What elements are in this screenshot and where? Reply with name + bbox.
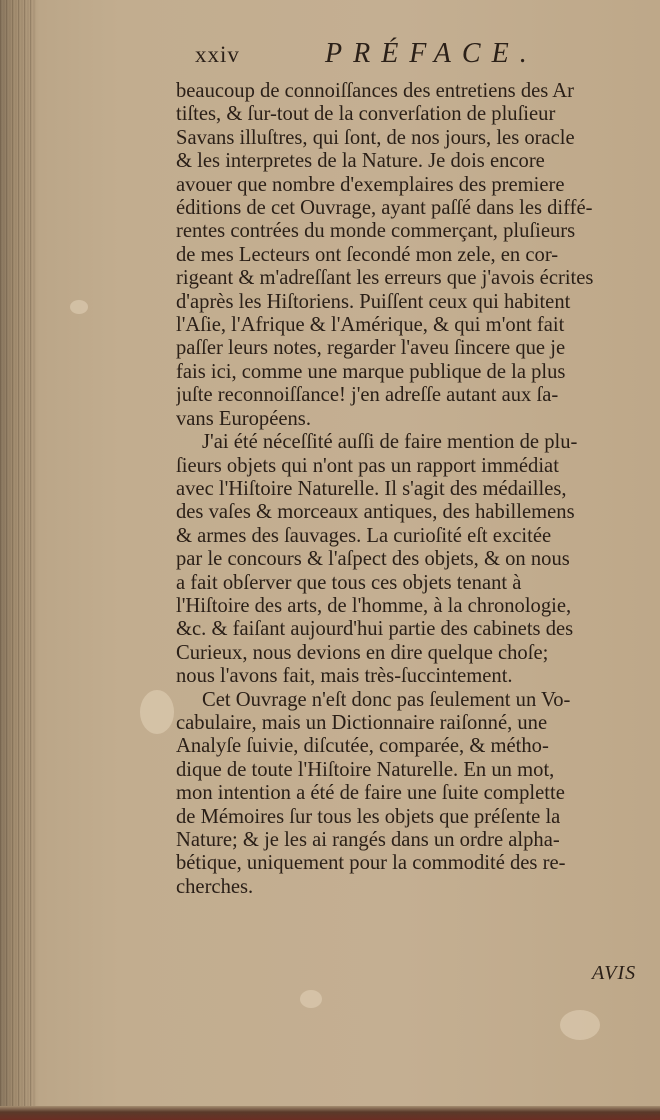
foxing-spot bbox=[70, 300, 88, 314]
text-line: d'après les Hiſtoriens. Puiſſent ceux qui habitent bbox=[176, 290, 571, 313]
text-line: paſſer leurs notes, regarder l'aveu ſincere que je bbox=[176, 337, 566, 360]
foxing-spot bbox=[560, 1010, 600, 1040]
text-line: cabulaire, mais un Dictionnaire raiſonné, une bbox=[176, 711, 548, 734]
text-line: fais ici, comme une marque publique de la plus bbox=[176, 360, 566, 383]
text-line: &c. & faiſant aujourd'hui partie des cabinets des bbox=[176, 618, 574, 641]
text-line: dique de toute l'Hiſtoire Naturelle. En un mot, bbox=[176, 758, 555, 781]
paragraph bbox=[176, 431, 660, 688]
text-line: éditions de cet Ouvrage, ayant paſſé dans les diffé- bbox=[176, 197, 593, 220]
text-line: cherches. bbox=[176, 875, 254, 898]
running-title: PRÉFACE. bbox=[325, 38, 538, 69]
foxing-spot bbox=[140, 690, 174, 734]
text-line: l'Hiſtoire des arts, de l'homme, à la chronologie, bbox=[176, 594, 572, 617]
text-line: nous l'avons fait, mais très-ſuccintement. bbox=[176, 665, 513, 688]
text-line: vans Européens. bbox=[176, 407, 311, 430]
text-line: de mes Lecteurs ont ſecondé mon zele, en cor- bbox=[176, 243, 559, 266]
text-line: juſte reconnoiſſance! j'en adreſſe autant aux ſa- bbox=[176, 384, 559, 407]
text-line: Cet Ouvrage n'eſt donc pas ſeulement un Vo- bbox=[202, 688, 571, 711]
text-line: des vaſes & morceaux antiques, des habillemens bbox=[176, 501, 575, 524]
text-line: beaucoup de connoiſſances des entretiens des Ar bbox=[176, 80, 575, 102]
text-line: Analyſe ſuivie, diſcutée, comparée, & métho- bbox=[176, 735, 549, 758]
text-line: J'ai été néceſſité auſſi de faire mention de plu- bbox=[202, 431, 578, 454]
text-line: Savans illuſtres, qui ſont, de nos jours, les oracle bbox=[176, 126, 575, 149]
text-line: avouer que nombre d'exemplaires des premiere bbox=[176, 173, 565, 196]
text-line: & armes des ſauvages. La curioſité eſt excitée bbox=[176, 524, 552, 547]
page-number: xxiv bbox=[195, 42, 240, 67]
text-line: de Mémoires ſur tous les objets que préſente la bbox=[176, 805, 561, 828]
text-line: Curieux, nous devions en dire quelque choſe; bbox=[176, 641, 549, 664]
catchword: AVIS bbox=[592, 962, 637, 984]
text-line: avec l'Hiſtoire Naturelle. Il s'agit des médailles, bbox=[176, 477, 567, 500]
body-text bbox=[176, 80, 660, 980]
text-line: & les interpretes de la Nature. Je dois encore bbox=[176, 150, 545, 173]
text-line: bétique, uniquement pour la commodité des re- bbox=[176, 852, 566, 875]
text-line: rentes contrées du monde commerçant, pluſieurs bbox=[176, 220, 576, 243]
text-line: ſieurs objets qui n'ont pas un rapport immédiat bbox=[176, 454, 559, 477]
text-line: par le concours & l'aſpect des objets, & on nous bbox=[176, 548, 570, 571]
page-header bbox=[195, 38, 635, 82]
paragraph bbox=[176, 689, 660, 900]
text-line: Nature; & je les ai rangés dans un ordre alpha- bbox=[176, 829, 560, 851]
text-line: mon intention a été de faire une ſuite complette bbox=[176, 782, 565, 805]
text-line: tiſtes, & ſur-tout de la converſation de pluſieur bbox=[176, 103, 556, 126]
foxing-spot bbox=[300, 990, 322, 1008]
paragraph bbox=[176, 80, 660, 431]
text-line: l'Aſie, l'Afrique & l'Amérique, & qui m'ont fait bbox=[176, 314, 565, 337]
book-spine-shadow bbox=[0, 0, 36, 1120]
page-bottom-edge bbox=[0, 1106, 660, 1120]
text-line: rigeant & m'adreſſant les erreurs que j'avois écrites bbox=[176, 267, 594, 290]
text-line: a fait obſerver que tous ces objets tenant à bbox=[176, 571, 522, 594]
